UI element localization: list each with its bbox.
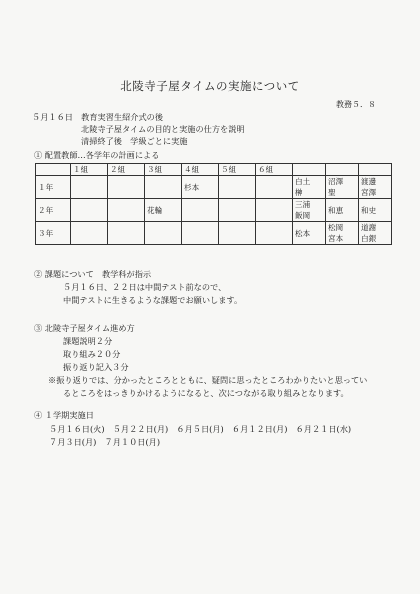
reference-number: 教務５．８: [336, 100, 376, 109]
header-cell: ４組: [182, 164, 219, 176]
table-header-row: [36, 164, 392, 176]
table-cell: 和史: [359, 199, 392, 222]
section2-line-2: 中間テストに生きるような課題でお願いします。: [63, 295, 243, 305]
table-cell: [71, 222, 108, 245]
intro-line-2: 北陵寺子屋タイムの目的と実施の仕方を説明: [81, 124, 245, 134]
section2-heading: ② 課題について 教学科が指示: [34, 269, 152, 279]
table-cell: 杉本: [182, 176, 219, 199]
table-cell: 沼澤 聖: [326, 176, 359, 199]
table-cell: [219, 222, 256, 245]
header-cell: [359, 164, 392, 176]
section4-dates-2: ７月３日(月) ７月１０日(月): [49, 437, 161, 447]
year-cell: ２年: [36, 199, 71, 222]
table-cell: 和恵: [326, 199, 359, 222]
header-cell: ３組: [145, 164, 182, 176]
table-cell: [108, 176, 145, 199]
intro-date-line: ５月１６日 教育実習生紹介式の後: [32, 112, 164, 122]
table-row: [36, 222, 392, 245]
header-cell: ２組: [108, 164, 145, 176]
table-cell: [256, 176, 293, 199]
table-cell: 松本: [293, 222, 326, 245]
header-cell: [36, 164, 71, 176]
section4-dates-1: ５月１６日(火) ５月２２日(月) ６月５日(月) ６月１２日(月) ６月２１日(水): [49, 424, 352, 434]
header-cell: ６組: [256, 164, 293, 176]
table-cell: [71, 199, 108, 222]
year-cell: ３年: [36, 222, 71, 245]
table-cell: [108, 199, 145, 222]
table-row: [36, 199, 392, 222]
table-cell: 渡邊 宮澤: [359, 176, 392, 199]
table-cell: 白土 榊: [293, 176, 326, 199]
section3-item: 課題説明２分: [63, 336, 113, 346]
year-cell: １年: [36, 176, 71, 199]
header-cell: [326, 164, 359, 176]
table-cell: [145, 176, 182, 199]
table-cell: [219, 176, 256, 199]
section2-line-1: ５月１６日、２２日は中間テスト前なので、: [63, 282, 227, 292]
table-cell: [182, 222, 219, 245]
table-cell: 花輪: [145, 199, 182, 222]
document-title: 北陵寺子屋タイムの実施について: [120, 79, 300, 93]
section4-heading: ④ １学期実施日: [34, 410, 94, 420]
section1-heading: ① 配置教師…各学年の計画による: [34, 150, 160, 160]
table-cell: [145, 222, 182, 245]
table-cell: [256, 199, 293, 222]
table-cell: [256, 222, 293, 245]
section3-item: 振り返り記入３分: [63, 362, 129, 372]
section3-note-2: るところをはっきりかけるようになると、次につながる取り組みとなります。: [63, 388, 349, 398]
intro-line-3: 清掃終了後 学級ごとに実施: [81, 136, 188, 146]
table-cell: [219, 199, 256, 222]
assignment-table: [35, 163, 392, 245]
table-cell: 三浦 飯岡: [293, 199, 326, 222]
section3-item: 取り組み２０分: [63, 349, 121, 359]
section3-heading: ③ 北陵寺子屋タイム進め方: [34, 323, 135, 333]
header-cell: １組: [71, 164, 108, 176]
table-cell: 松岡 宮本: [326, 222, 359, 245]
header-cell: ５組: [219, 164, 256, 176]
section3-note-1: ※振り返りでは、分かったところとともに、疑問に思ったところわかりたいと思ってい: [48, 375, 368, 385]
header-cell: [293, 164, 326, 176]
table-row: [36, 176, 392, 199]
table-cell: 道謝 白銀: [359, 222, 392, 245]
table-cell: [71, 176, 108, 199]
table-cell: [182, 199, 219, 222]
table-cell: [108, 222, 145, 245]
